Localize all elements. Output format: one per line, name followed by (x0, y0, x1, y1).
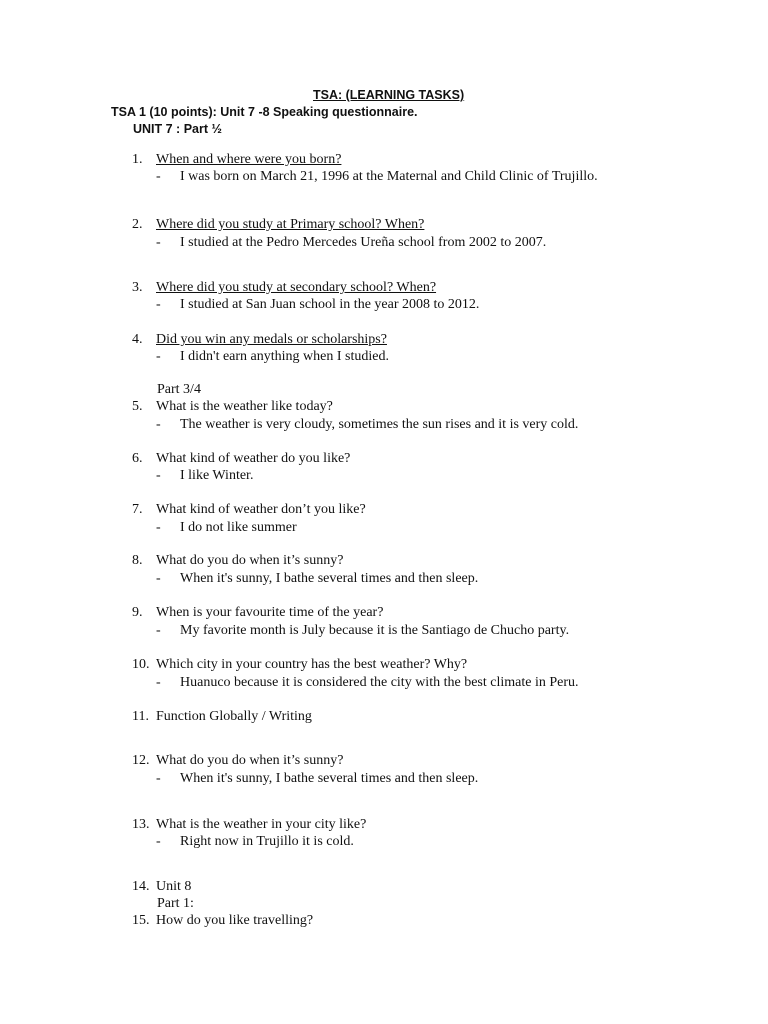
question-3 (132, 280, 436, 296)
part-3-4-label: Part 3/4 (157, 382, 201, 397)
question-13 (132, 817, 366, 833)
question-text: Which city in your country has the best weather? Why? (156, 657, 468, 672)
answer-bullet: - (156, 468, 161, 483)
question-number: 14. (132, 879, 150, 894)
question-15 (132, 913, 313, 929)
answer-6 (156, 468, 253, 484)
answer-text: I didn't earn anything when I studied. (180, 349, 389, 364)
answer-bullet: - (156, 571, 161, 586)
question-number: 2. (132, 217, 143, 232)
answer-3 (156, 297, 479, 313)
question-number: 3. (132, 280, 143, 295)
answer-2 (156, 235, 546, 251)
question-10 (132, 657, 467, 673)
answer-text: Right now in Trujillo it is cold. (180, 834, 354, 849)
question-14 (132, 879, 191, 895)
answer-bullet: - (156, 520, 161, 535)
question-text: What is the weather in your city like? (156, 817, 367, 832)
question-7 (132, 502, 366, 518)
question-text: How do you like travelling? (156, 913, 314, 928)
question-text: When and where were you born? (156, 152, 342, 167)
answer-text: When it's sunny, I bathe several times and then sleep. (180, 571, 479, 586)
answer-bullet: - (156, 834, 161, 849)
answer-text: The weather is very cloudy, sometimes the sun rises and it is very cold. (180, 417, 579, 432)
question-text: Unit 8 (156, 879, 192, 894)
question-text: When is your favourite time of the year? (156, 605, 384, 620)
answer-bullet: - (156, 417, 161, 432)
answer-bullet: - (156, 169, 161, 184)
question-number: 13. (132, 817, 150, 832)
question-text: Where did you study at Primary school? When? (156, 217, 425, 232)
question-4 (132, 332, 387, 348)
part-1-label: Part 1: (157, 896, 194, 911)
answer-text: I do not like summer (180, 520, 297, 535)
answer-text: When it's sunny, I bathe several times and then sleep. (180, 771, 479, 786)
question-text: Function Globally / Writing (156, 709, 312, 724)
answer-bullet: - (156, 623, 161, 638)
answer-7 (156, 520, 297, 536)
answer-text: My favorite month is July because it is the Santiago de Chucho party. (180, 623, 570, 638)
question-8 (132, 553, 343, 569)
question-6 (132, 451, 350, 467)
question-number: 11. (132, 709, 149, 724)
answer-bullet: - (156, 297, 161, 312)
answer-text: I studied at the Pedro Mercedes Ureña school from 2002 to 2007. (180, 235, 547, 250)
question-number: 8. (132, 553, 143, 568)
question-number: 9. (132, 605, 143, 620)
question-number: 6. (132, 451, 143, 466)
question-number: 4. (132, 332, 143, 347)
answer-4 (156, 349, 389, 365)
answer-text: I was born on March 21, 1996 at the Maternal and Child Clinic of Trujillo. (180, 169, 598, 184)
answer-12 (156, 771, 478, 787)
answer-13 (156, 834, 354, 850)
question-12 (132, 753, 343, 769)
question-number: 12. (132, 753, 150, 768)
question-number: 1. (132, 152, 143, 167)
question-text: What is the weather like today? (156, 399, 333, 414)
question-5 (132, 399, 333, 415)
answer-bullet: - (156, 771, 161, 786)
question-text: What kind of weather do you like? (156, 451, 351, 466)
answer-9 (156, 623, 569, 639)
question-text: Did you win any medals or scholarships? (156, 332, 387, 347)
question-1 (132, 152, 341, 168)
answer-8 (156, 571, 478, 587)
question-2 (132, 217, 424, 233)
question-number: 7. (132, 502, 143, 517)
answer-bullet: - (156, 235, 161, 250)
question-number: 5. (132, 399, 143, 414)
page-title: TSA: (LEARNING TASKS) (313, 88, 465, 102)
answer-bullet: - (156, 675, 161, 690)
answer-text: I studied at San Juan school in the year 2008 to 2012. (180, 297, 480, 312)
answer-1 (156, 169, 598, 185)
page-subtitle: TSA 1 (10 points): Unit 7 -8 Speaking questionnaire. (111, 105, 418, 119)
answer-text: Huanuco because it is considered the city with the best climate in Peru. (180, 675, 579, 690)
question-text: What do you do when it’s sunny? (156, 553, 344, 568)
question-text: What kind of weather don’t you like? (156, 502, 366, 517)
question-number: 10. (132, 657, 150, 672)
question-number: 15. (132, 913, 150, 928)
unit-part-heading: UNIT 7 : Part ½ (133, 122, 222, 136)
question-text: Where did you study at secondary school? When? (156, 280, 437, 295)
answer-text: I like Winter. (180, 468, 254, 483)
question-text: What do you do when it’s sunny? (156, 753, 344, 768)
answer-5 (156, 417, 578, 433)
answer-bullet: - (156, 349, 161, 364)
question-9 (132, 605, 383, 621)
answer-10 (156, 675, 579, 691)
question-11 (132, 709, 312, 725)
